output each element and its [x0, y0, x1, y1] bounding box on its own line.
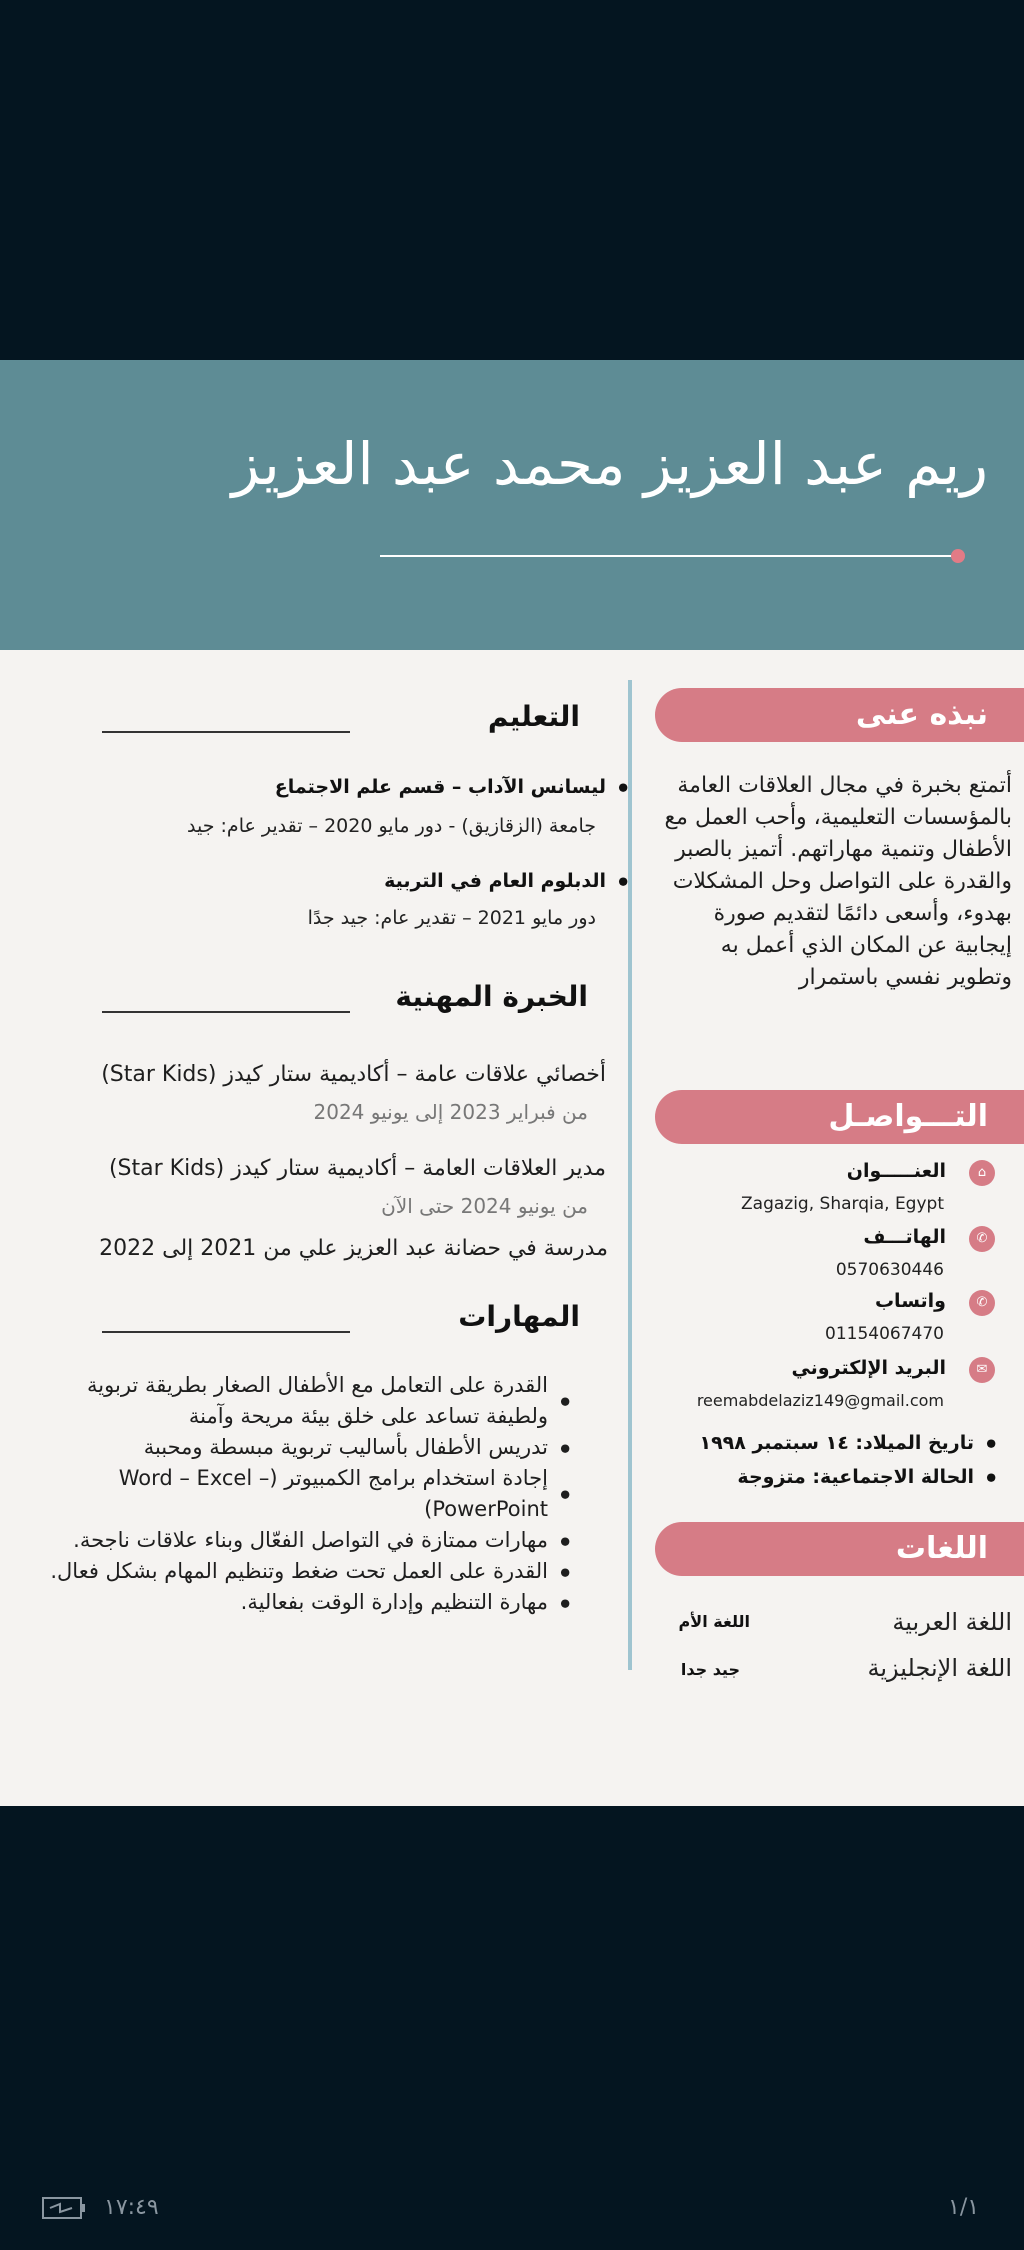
email-value: reemabdelaziz149@gmail.com: [696, 1391, 944, 1410]
education-rule: [102, 731, 350, 733]
skill-item: ● القدرة على العمل تحت ضغط وتنظيم المهام بشكل فعال.: [28, 1556, 548, 1587]
whatsapp-label: واتساب: [874, 1290, 946, 1312]
education-item-detail: جامعة (الزقازيق) - دور مايو 2020 – تقدير عام: جيد: [187, 815, 596, 837]
clock-time: ١٧:٤٩: [104, 2195, 159, 2220]
about-text: أتمتع بخبرة في مجال العلاقات العامة بالمؤسسات التعليمية، وأحب العمل مع الأطفال وتنمية مهاراتهم. أتميز بالصبر والقدرة على التواصل وحل المشكلات بهدوء، وأسعى دائمًا لتقديم صورة إيجابية عن المكان الذي أعمل به وتطوير نفسي باستمرار: [664, 773, 1012, 990]
skill-item: ● مهارات ممتازة في التواصل الفعّال وبناء علاقات ناجحة.: [28, 1525, 548, 1556]
contact-heading: التـــواصـل: [655, 1090, 1024, 1144]
skills-list: [28, 1370, 572, 1618]
experience-item-title: أخصائي علاقات عامة – أكاديمية ستار كيدز (Star Kids): [101, 1062, 606, 1087]
email-icon: ✉: [969, 1357, 995, 1383]
whatsapp-value: 01154067470: [825, 1324, 944, 1344]
marital-status: ● الحالة الاجتماعية: متزوجة: [737, 1466, 974, 1488]
experience-extra: مدرسة في حضانة عبد العزيز علي من 2021 إلى 2022: [99, 1236, 608, 1261]
experience-rule: [102, 1011, 350, 1013]
skill-item: ● القدرة على التعامل مع الأطفال الصغار بطريقة تربوية ولطيفة تساعد على خلق بيئة مريحة وآمنة: [28, 1370, 548, 1432]
language-arabic-level: اللغة الأم: [678, 1612, 750, 1631]
birth-date: ● تاريخ الميلاد: ١٤ سبتمبر ١٩٩٨: [699, 1432, 974, 1454]
about-heading: نبذه عنى: [655, 688, 1024, 742]
phone-label: الهاتـــف: [863, 1226, 946, 1248]
languages-heading: اللغات: [655, 1522, 1024, 1576]
experience-item-date: من فبراير 2023 إلى يونيو 2024: [313, 1100, 588, 1124]
resume-page: [0, 360, 1024, 1806]
address-label: العنـــــوان: [846, 1160, 946, 1182]
header-divider-dot: [951, 549, 965, 563]
full-name: ريم عبد العزيز محمد عبد العزيز: [231, 430, 988, 498]
education-item-title: ● الدبلوم العام في التربية: [384, 870, 606, 892]
experience-item-title: مدير العلاقات العامة – أكاديمية ستار كيدز (Star Kids): [108, 1156, 606, 1181]
header-divider: [380, 555, 956, 557]
phone-value: 0570630446: [835, 1260, 944, 1280]
battery-icon: [42, 2196, 86, 2220]
address-value: Zagazig, Sharqia, Egypt: [741, 1194, 944, 1214]
whatsapp-icon: ✆: [969, 1290, 995, 1316]
language-arabic: اللغة العربية: [892, 1608, 1012, 1636]
phone-icon: ✆: [969, 1226, 995, 1252]
skills-rule: [102, 1331, 350, 1333]
skills-heading: المهارات: [458, 1300, 580, 1333]
page-indicator: ١/١: [948, 2195, 980, 2220]
education-item-detail: دور مايو 2021 – تقدير عام: جيد جدًا: [307, 907, 596, 929]
language-english: اللغة الإنجليزية: [867, 1654, 1012, 1682]
education-item-title: ● ليسانس الآداب – قسم علم الاجتماع: [275, 776, 606, 798]
skill-item: ● تدريس الأطفال بأساليب تربوية مبسطة ومحببة: [28, 1432, 548, 1463]
skill-item: ● إجادة استخدام برامج الكمبيوتر (Word – Excel – PowerPoint): [28, 1463, 548, 1525]
column-divider: [628, 680, 632, 1670]
language-english-level: جيد جدا: [680, 1660, 740, 1679]
resume-header: [0, 360, 1024, 650]
skill-item: ● مهارة التنظيم وإدارة الوقت بفعالية.: [28, 1587, 548, 1618]
experience-heading: الخبرة المهنية: [395, 980, 588, 1013]
education-heading: التعليم: [487, 700, 580, 733]
home-icon: ⌂: [969, 1160, 995, 1186]
experience-item-date: من يونيو 2024 حتى الآن: [381, 1194, 588, 1218]
email-label: البريد الإلكتروني: [791, 1357, 946, 1379]
